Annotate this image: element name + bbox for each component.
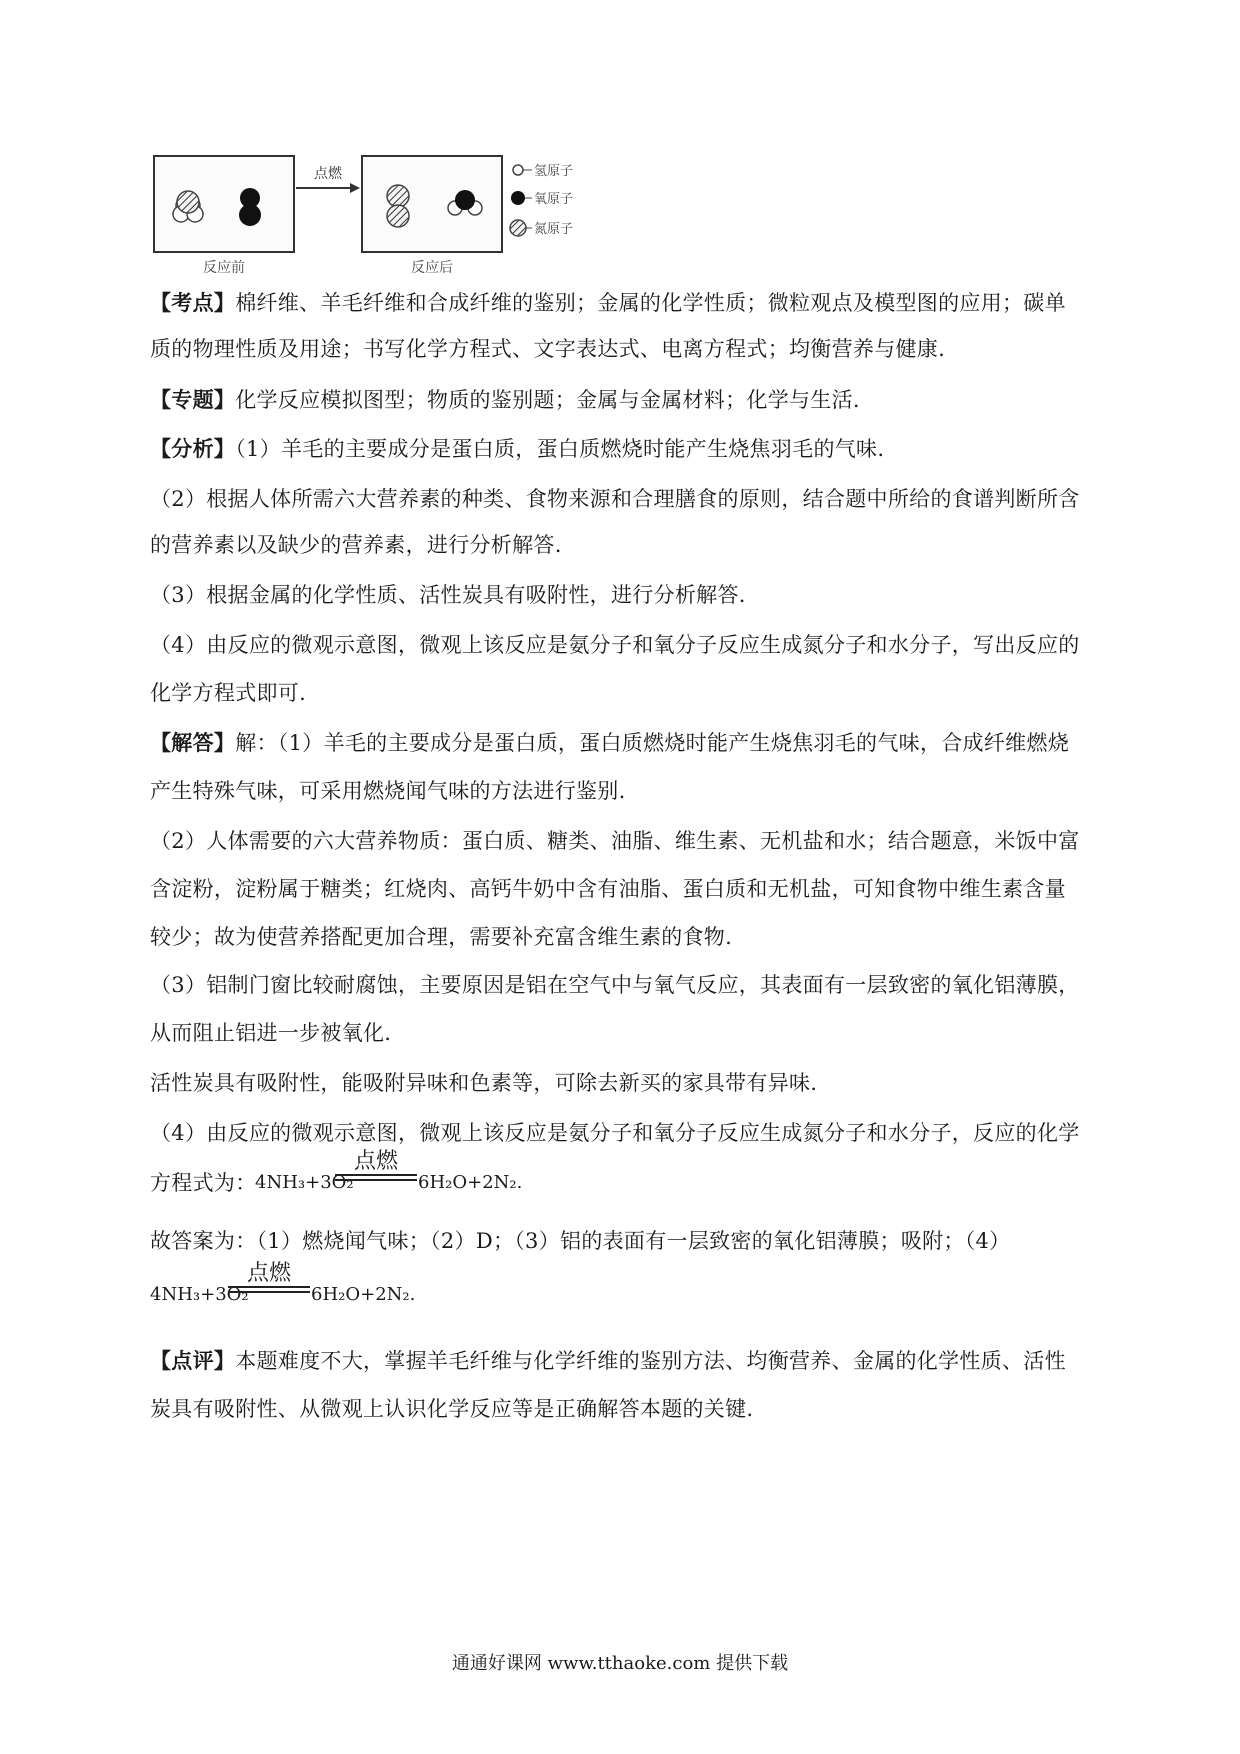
equation-condition <box>335 1150 417 1181</box>
dianping-text1: 本题难度不大，掌握羊毛纤维与化学纤维的鉴别方法、均衡营养、金属的化学性质、活性 <box>235 1349 1066 1373</box>
answer-equation-right: 6H₂O+2N₂. <box>311 1284 416 1305</box>
legend-oxygen: 氧原子 <box>534 192 574 207</box>
zhuanti-tag: 【专题】 <box>150 387 236 412</box>
legend-nitrogen: 氮原子 <box>534 222 574 237</box>
fenxi-p4-line2: 化学方程式即可. <box>150 681 307 705</box>
jieda-p3-line1: （3）铝制门窗比较耐腐蚀，主要原因是铝在空气中与氧气反应，其表面有一层致密的氧化铝薄膜， <box>150 973 1080 997</box>
answer-line1: 故答案为：（1）燃烧闻气味；（2）D；（3）铝的表面有一层致密的氧化铝薄膜；吸附；（4） <box>150 1229 1011 1253</box>
equation-equals-sign <box>335 1174 417 1181</box>
fenxi-line1 <box>150 434 1100 464</box>
fenxi-p3: （3）根据金属的化学性质、活性炭具有吸附性，进行分析解答. <box>150 583 746 607</box>
jieda-tag: 【解答】 <box>150 730 236 755</box>
answer-equation-equals-sign <box>228 1286 310 1293</box>
jieda-p4-line1: （4）由反应的微观示意图，微观上该反应是氨分子和氧分子反应生成氮分子和水分子，反应的化学 <box>150 1121 1080 1145</box>
zhuanti-line <box>150 385 1100 415</box>
arrow-label: 点燃 <box>314 166 342 182</box>
jieda-p1-line1: 解：（1）羊毛的主要成分是蛋白质，蛋白质燃烧时能产生烧焦羽毛的气味，合成纤维燃烧 <box>235 731 1070 755</box>
legend-hydrogen: 氢原子 <box>534 164 574 179</box>
jieda-p4-prefix: 方程式为： <box>150 1171 257 1195</box>
jieda-p3-line3: 活性炭具有吸附性，能吸附异味和色素等，可除去新买的家具带有异味. <box>150 1071 818 1095</box>
fenxi-p4-line1: （4）由反应的微观示意图，微观上该反应是氨分子和氧分子反应生成氮分子和水分子，写出反应的 <box>150 633 1080 657</box>
legend <box>510 164 573 237</box>
equation-left: 4NH₃+3O₂ <box>255 1172 354 1193</box>
fenxi-p2-line1: （2）根据人体所需六大营养素的种类、食物来源和合理膳食的原则，结合题中所给的食谱判断所含 <box>150 487 1080 511</box>
answer-equation-condition <box>228 1262 310 1293</box>
jieda-p2-line2: 含淀粉，淀粉属于糖类；红烧肉、高钙牛奶中含有油脂、蛋白质和无机盐，可知食物中维生素含量 <box>150 877 1066 901</box>
dianping-line2: 炭具有吸附性、从微观上认识化学反应等是正确解答本题的关键. <box>150 1397 754 1421</box>
equation-condition-label: 点燃 <box>353 1149 398 1174</box>
jieda-line1 <box>150 728 1100 758</box>
equation-right: 6H₂O+2N₂. <box>418 1172 523 1193</box>
dianping-line1 <box>150 1346 1100 1376</box>
dianping-tag: 【点评】 <box>150 1348 236 1373</box>
kaodian-line2: 质的物理性质及用途；书写化学方程式、文字表达式、电离方程式；均衡营养与健康. <box>150 337 946 361</box>
fenxi-p1: （1）羊毛的主要成分是蛋白质，蛋白质燃烧时能产生烧焦羽毛的气味. <box>235 437 885 461</box>
kaodian-tag: 【考点】 <box>150 290 236 315</box>
fenxi-p2-line2: 的营养素以及缺少的营养素，进行分析解答. <box>150 533 562 557</box>
zhuanti-text: 化学反应模拟图型；物质的鉴别题；金属与金属材料；化学与生活. <box>235 388 860 412</box>
kaodian-text1: 棉纤维、羊毛纤维和合成纤维的鉴别；金属的化学性质；微粒观点及模型图的应用；碳单 <box>235 291 1066 315</box>
jieda-p1-line2: 产生特殊气味，可采用燃烧闻气味的方法进行鉴别. <box>150 779 626 803</box>
reaction-diagram-svg <box>150 150 610 278</box>
kaodian-line1 <box>150 288 1100 318</box>
after-label: 反应后 <box>411 260 453 276</box>
jieda-p2-line1: （2）人体需要的六大营养物质：蛋白质、糖类、油脂、维生素、无机盐和水；结合题意，米饭中富 <box>150 829 1080 853</box>
jieda-p2-line3: 较少；故为使营养搭配更加合理，需要补充富含维生素的食物. <box>150 925 733 949</box>
page-footer: 通通好课网 www.tthaoke.com 提供下载 <box>451 1653 789 1674</box>
before-label: 反应前 <box>203 260 245 276</box>
jieda-p3-line2: 从而阻止铝进一步被氧化. <box>150 1021 392 1045</box>
answer-equation-condition-label: 点燃 <box>246 1261 291 1286</box>
fenxi-tag: 【分析】 <box>150 436 236 461</box>
answer-equation-left: 4NH₃+3O₂ <box>150 1284 249 1305</box>
before-box <box>154 156 294 252</box>
reaction-diagram <box>150 150 610 278</box>
